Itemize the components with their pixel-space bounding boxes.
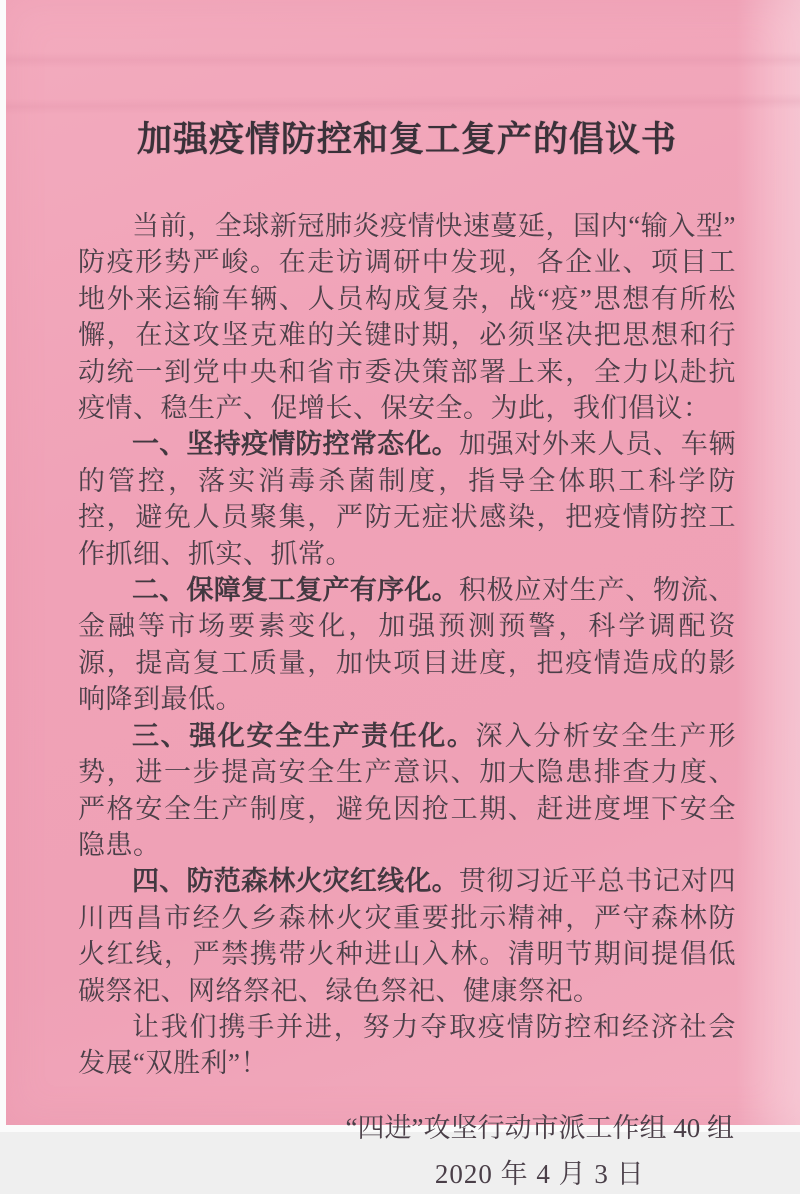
- section-paragraph-3: [78, 718, 736, 864]
- intro-paragraph: 当前，全球新冠肺炎疫情快速蔓延，国内“输入型”防疫形势严峻。在走访调研中发现，各企业、项目工地外来运输车辆、人员构成复杂，战“疫”思想有所松懈，在这攻坚克难的关键时期，必须坚决把思想和行动统一到党中央和省市委决策部署上来，全力以赴抗疫情、稳生产、促增长、保安全。为此，我们倡议：: [78, 211, 736, 424]
- document-title: 加强疫情防控和复工复产的倡议书: [136, 120, 677, 159]
- section-paragraph-2: [78, 572, 736, 718]
- section-1-body: 加强对外来人员、车辆的管控，落实消毒杀菌制度，指导全体职工科学防控，避免人员聚集，严防无症状感染，把疫情防控工作抓细、抓实、抓常。: [78, 429, 737, 569]
- pink-paper: [6, 0, 800, 1189]
- section-paragraph-4: [78, 863, 736, 1009]
- signature-block: [78, 1108, 736, 1194]
- section-paragraph-1: [78, 426, 736, 572]
- section-4-heading: 四、防范森林火灾红线化。: [132, 866, 459, 897]
- section-3-heading: 三、强化安全生产责任化。: [132, 720, 476, 751]
- section-2-body: 积极应对生产、物流、金融等市场要素变化，加强预测预警，科学调配资源，提高复工质量，加快项目进度，把疫情造成的影响降到最低。: [78, 575, 737, 715]
- section-2-heading: 二、保障复工复产有序化。: [132, 575, 459, 606]
- section-1-heading: 一、坚持疫情防控常态化。: [132, 429, 459, 460]
- date-line: 2020 年 4 月 3 日: [434, 1158, 645, 1189]
- section-3-body: 深入分析安全生产形势，进一步提高安全生产意识、加大隐患排查力度、严格安全生产制度，避免因抢工期、赶进度埋下安全隐患。: [78, 720, 736, 860]
- section-4-body: 贯彻习近平总书记对四川西昌市经久乡森林火灾重要批示精神，严守森林防火红线，严禁携带火种进山入林。清明节期间提倡低碳祭祀、网络祭祀、绿色祭祀、健康祭祀。: [78, 866, 737, 1006]
- document-content: [78, 0, 736, 1194]
- signature-inner: [346, 1108, 734, 1194]
- signature-line: “四进”攻坚行动市派工作组 40 组: [345, 1112, 734, 1143]
- closing-paragraph: 让我们携手并进，努力夺取疫情防控和经济社会发展“双胜利”！: [78, 1011, 736, 1079]
